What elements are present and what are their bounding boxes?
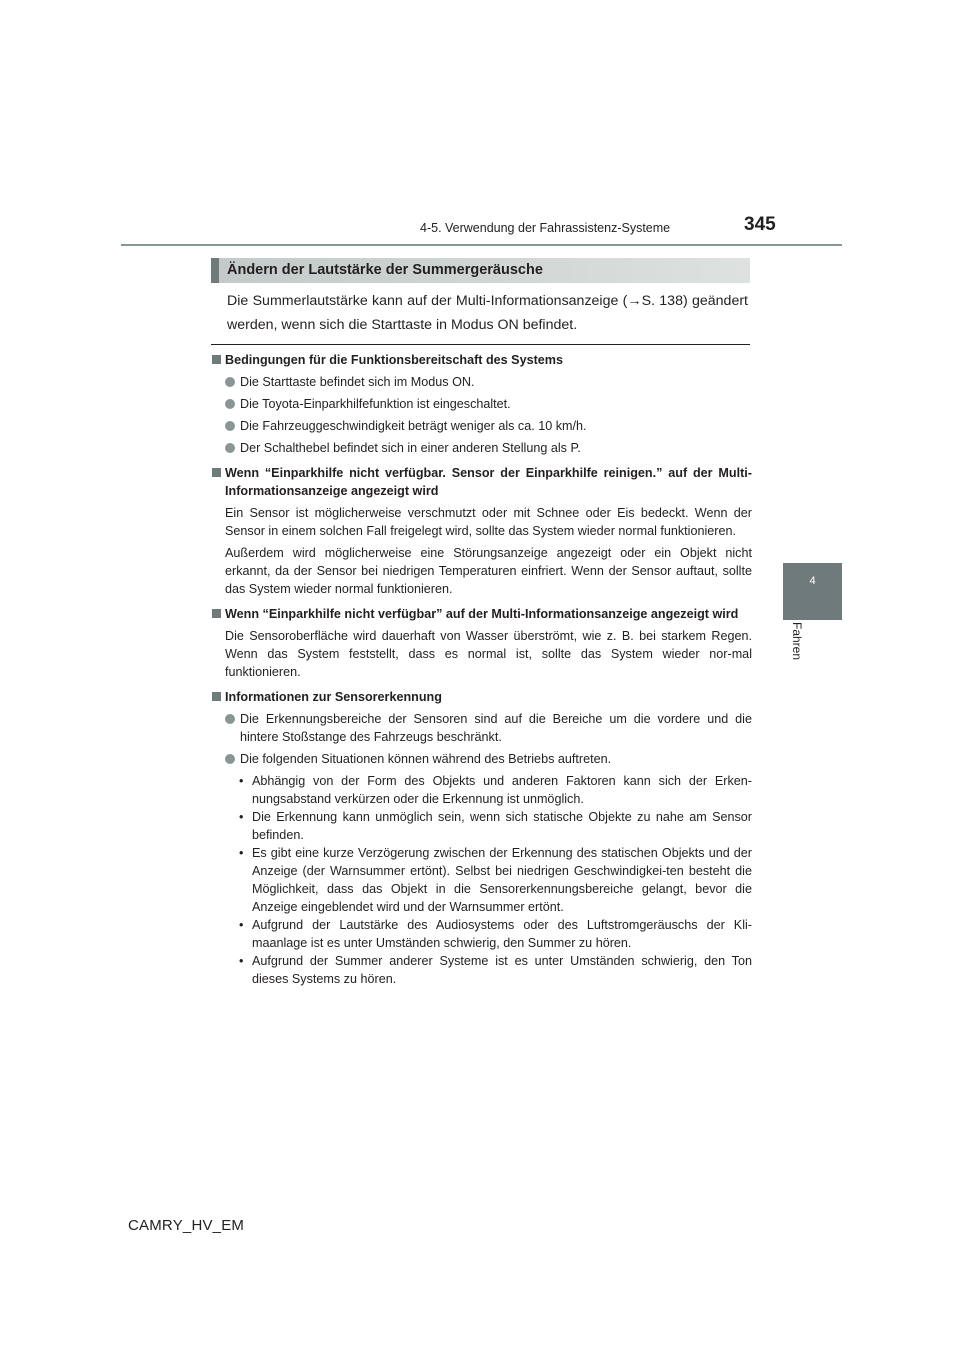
- sub-bullet-icon: •: [239, 810, 244, 824]
- note-paragraph: Die Sensoroberfläche wird dauerhaft von Wasser überströmt, wie z. B. bei starkem Regen. Wenn das System feststellt, dass es normal ist, sollte das System wieder nor-mal funktionieren.: [225, 629, 752, 679]
- sub-bullet-icon: •: [239, 846, 244, 860]
- header-divider: [121, 244, 842, 246]
- bullet-item: [212, 373, 752, 391]
- section-intro: Die Summerlautstärke kann auf der Multi-Informationsanzeige (→S. 138) geändert werden, wenn sich die Starttaste in Modus ON befindet.: [227, 293, 748, 333]
- bullet-text: Die Toyota-Einparkhilfefunktion ist eingeschaltet.: [240, 397, 511, 411]
- bullet-item: [212, 710, 752, 746]
- sub-list-item: [212, 952, 752, 988]
- sub-item-text: Es gibt eine kurze Verzögerung zwischen der Erkennung des statischen Objekts und der Anzeige (der Warnsummer ertönt). Selbst bei niedrigen Geschwindigkei-ten besteht die Möglichkeit, dass das Objekt in die Sensorerkennungsbereiche gelangt, bevor die Anzeige eingeblendet wird und der Warnsummer ertönt.: [252, 846, 752, 914]
- header-section-title: 4-5. Verwendung der Fahrassistenz-Systeme: [420, 221, 671, 235]
- bullet-text: Die Erkennungsbereiche der Sensoren sind auf die Bereiche um die vordere und die hintere Stoßstange des Fahrzeugs beschränkt.: [240, 712, 752, 744]
- bullet-dot-icon: [225, 377, 235, 387]
- sub-item-text: Aufgrund der Summer anderer Systeme ist es unter Umständen schwierig, den Ton dieses Systems zu hören.: [252, 954, 752, 986]
- section-heading: Ändern der Lautstärke der Summergeräusche: [211, 258, 750, 283]
- sub-item-text: Abhängig von der Form des Objekts und anderen Faktoren kann sich der Erken-nungsabstand verkürzen oder die Erkennung ist unmöglich.: [252, 774, 752, 806]
- chapter-tab-number: 4: [809, 575, 816, 587]
- note-paragraph: Außerdem wird möglicherweise eine Störungsanzeige angezeigt oder ein Objekt nicht erkannt, da der Sensor bei niedrigen Temperaturen einfriert. Wenn der Sensor auftaut, sollte das System wieder normal funktionieren.: [225, 546, 752, 596]
- sub-item-text: Die Erkennung kann unmöglich sein, wenn sich statische Objekte zu nahe am Sensor befinden.: [252, 810, 752, 842]
- model-code: CAMRY_HV_EM: [128, 1217, 245, 1234]
- note-heading: Informationen zur Sensorerkennung: [212, 688, 752, 706]
- note-heading: Wenn “Einparkhilfe nicht verfügbar. Sensor der Einparkhilfe reinigen.” auf der Multi-Informationsanzeige angezeigt wird: [212, 464, 752, 500]
- bullet-dot-icon: [225, 443, 235, 453]
- bullet-dot-icon: [225, 399, 235, 409]
- bullet-item: [212, 750, 752, 768]
- section-divider: [211, 344, 750, 345]
- bullet-dot-icon: [225, 714, 235, 724]
- bullet-text: Die Starttaste befindet sich im Modus ON.: [240, 375, 475, 389]
- notes-content: [212, 351, 752, 988]
- sub-list-item: [212, 808, 752, 844]
- sub-list-item: [212, 844, 752, 916]
- bullet-dot-icon: [225, 421, 235, 431]
- page-number: 345: [744, 214, 776, 235]
- bullet-item: [212, 395, 752, 413]
- sub-bullet-icon: •: [239, 774, 244, 788]
- sub-list-item: [212, 916, 752, 952]
- bullet-text: Die Fahrzeuggeschwindigkeit beträgt weniger als ca. 10 km/h.: [240, 419, 587, 433]
- chapter-tab: [783, 563, 842, 620]
- sub-bullet-icon: •: [239, 954, 244, 968]
- note-heading: Wenn “Einparkhilfe nicht verfügbar” auf der Multi-Informationsanzeige angezeigt wird: [212, 605, 752, 623]
- bullet-item: [212, 439, 752, 457]
- bullet-dot-icon: [225, 754, 235, 764]
- note-heading: Bedingungen für die Funktionsbereitschaft des Systems: [212, 351, 752, 369]
- sub-bullet-icon: •: [239, 918, 244, 932]
- bullet-text: Die folgenden Situationen können während des Betriebs auftreten.: [240, 752, 612, 766]
- note-paragraph: Ein Sensor ist möglicherweise verschmutzt oder mit Schnee oder Eis bedeckt. Wenn der Sensor in einem solchen Fall freigelegt wird, sollte das System wieder normal funktionieren.: [225, 506, 752, 538]
- sub-list-item: [212, 772, 752, 808]
- bullet-item: [212, 417, 752, 435]
- sub-item-text: Aufgrund der Lautstärke des Audiosystems oder des Luftstromgeräuschs der Kli-maanlage ist es unter Umständen schwierig, den Summer zu hören.: [252, 918, 752, 950]
- bullet-text: Der Schalthebel befindet sich in einer anderen Stellung als P.: [240, 441, 581, 455]
- chapter-tab-label: Fahren: [790, 622, 804, 661]
